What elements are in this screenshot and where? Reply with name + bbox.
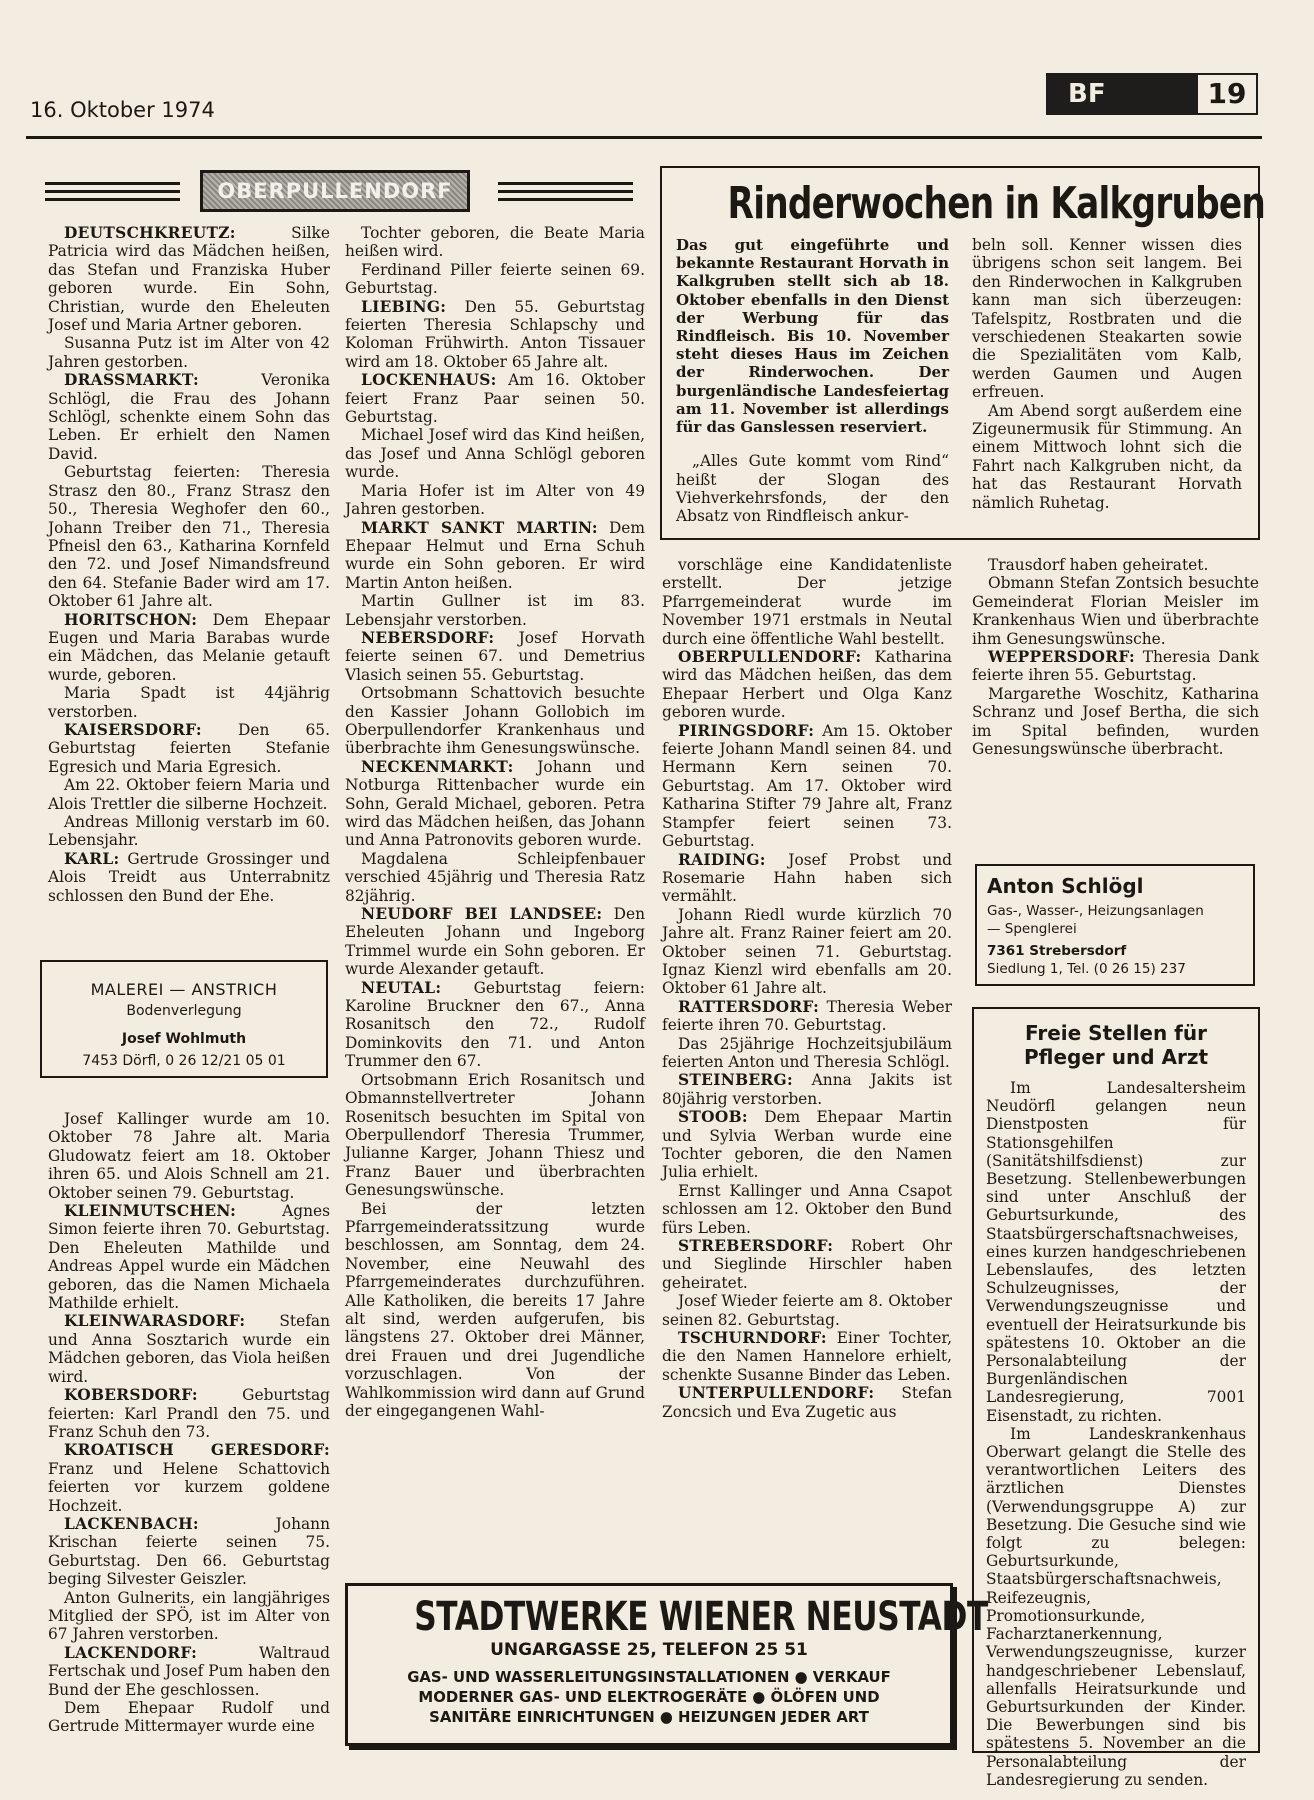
place-name: DEUTSCHKREUTZ: xyxy=(64,224,236,242)
article-paragraph xyxy=(972,574,1259,648)
ad-schloegl xyxy=(975,864,1255,986)
column-1-continued xyxy=(48,1110,330,1736)
article-text: Stefan und Anna Sosztarich wurde ein Mädchen geboren, das Viola heißen wird. xyxy=(48,1312,330,1386)
article-paragraph xyxy=(662,556,952,648)
article-text: Josef Horvath feierte seinen 67. und Demetrius Vlasich seinen 55. Geburtstag. xyxy=(345,628,645,684)
article-text: Agnes Simon feierte ihren 70. Geburtstag. Den Eheleuten Mathilde und Andreas Appel wurde ein Mädchen geboren, das die Namen Michaela Mathilde erhielt. xyxy=(48,1202,330,1313)
article-text: Dem Ehepaar Eugen und Maria Barabas wurde ein Mädchen, das Melanie getauft wurde, geboren. xyxy=(48,610,330,684)
ad-malerei-title: MALEREI — ANSTRICH xyxy=(90,980,278,999)
article-paragraph xyxy=(48,371,330,463)
jobs-box xyxy=(972,1007,1260,1789)
article-paragraph xyxy=(48,1110,330,1202)
article-text: Johann Riedl wurde kürzlich 70 Jahre alt. Franz Rainer feiert am 20. Oktober seinen 71. Geburtstag. Ignaz Kienzl wird ebenfalls am 20. Oktober 61 Jahre alt. xyxy=(662,905,952,998)
article-text: Ferdinand Piller feierte seinen 69. Geburtstag. xyxy=(345,260,645,298)
article-paragraph xyxy=(345,1071,645,1200)
place-name: NECKENMARKT: xyxy=(361,757,514,776)
jobs-p2: Im Landeskrankenhaus Oberwart gelangt die Stelle des verantwortlichen Leiters des ärztlichen Dienstes (Verwendungsgruppe A) zur Besetzung. Die Gesuche sind wie folgt zu belegen: Geburtsurkunde, Staatsbürgerschaftsnachweis, Reifezeugnis, Promotionsurkunde, Facharztanerkennung, Verwendungszeugnisse, kurzer handgeschriebener Lebenslauf, allenfalls Heiratsurkunde und Geburtsurkunden der Kinder. Die Bewerbungen sind bis spätestens 5. November an die Personalabteilung der Landesregierung zu senden. xyxy=(986,1424,1246,1789)
article-paragraph xyxy=(48,684,330,721)
article-paragraph xyxy=(345,629,645,684)
article-paragraph xyxy=(48,776,330,813)
article-paragraph xyxy=(662,722,952,851)
article-paragraph xyxy=(345,905,645,979)
article-paragraph xyxy=(48,850,330,905)
section-rule xyxy=(498,198,633,201)
place-name: NEUDORF BEI LANDSEE: xyxy=(361,905,603,924)
article-text: vorschläge eine Kandidatenliste erstellt. Der jetzige Pfarrgemeinderat wurde im November 1971 erstmals in Neutal durch eine öffentliche Wahl bestellt. xyxy=(662,556,952,648)
ad-malerei-name: Josef Wohlmuth xyxy=(121,1031,247,1047)
ad-stadtwerke-title: STADTWERKE WIENER NEUSTADT xyxy=(414,1594,988,1640)
ad-stadtwerke-line2: MODERNER GAS- UND ELEKTROGERÄTE ● ÖLÖFEN UND xyxy=(418,1688,880,1706)
article-text: Tochter geboren, die Beate Maria heißen wird. xyxy=(345,224,645,261)
article-paragraph xyxy=(48,224,330,334)
article-paragraph xyxy=(662,1035,952,1072)
place-name: STEINBERG: xyxy=(678,1071,793,1090)
section-badge: BF xyxy=(1046,73,1196,115)
ad-malerei-sub: Bodenverlegung xyxy=(126,1003,242,1019)
column-2 xyxy=(345,224,645,1420)
place-name: NEBERSDORF: xyxy=(361,628,495,647)
article-paragraph xyxy=(345,1200,645,1421)
article-paragraph xyxy=(345,850,645,905)
article-paragraph xyxy=(48,1202,330,1312)
article-paragraph xyxy=(662,1292,952,1329)
article-text: Michael Josef wird das Kind heißen, das Josef und Anna Schlögl geboren wurde. xyxy=(345,426,645,482)
article-text: Das 25jährige Hochzeitsjubiläum feierten Anton und Theresia Schlögl. xyxy=(662,1034,952,1071)
article-paragraph xyxy=(662,851,952,906)
article-text: Anton Gulnerits, ein langjähriges Mitglied der SPÖ, ist im Alter von 67 Jahren verstorben. xyxy=(48,1588,330,1644)
article-paragraph xyxy=(345,298,645,372)
article-paragraph xyxy=(48,1441,330,1515)
article-paragraph xyxy=(972,685,1259,759)
section-title: OBERPULLENDORF xyxy=(200,170,470,212)
ad-schloegl-name: Anton Schlögl xyxy=(987,874,1144,898)
article-text: Maria Hofer ist im Alter von 49 Jahren gestorben. xyxy=(345,481,645,519)
jobs-p1: Im Landesaltersheim Neudörfl gelangen neun Dienstposten für Stationsgehilfen (Sanitätshilfsdienst) zur Besetzung. Stellenbewerbungen sind unter Anschluß der Geburtsurkunde, des Staatsbürgerschaftsnachweises, eines kurzen handgeschriebenen Lebenslaufes, des letzten Schulzeugnisses, der Verwendungszeugnisse und eventuell der Heiratsurkunde bis spätestens 10. Oktober an die Personalabteilung der Burgenländischen Landesregierung, 7001 Eisenstadt, zu richten. xyxy=(986,1079,1246,1425)
feature-right-p2: Am Abend sorgt außerdem eine Zigeunermusik für Stimmung. An einem Mittwoch lohnt sich die Fahrt nach Kalkgruben nicht, da hat das Restaurant Horvath nämlich Ruhetag. xyxy=(972,401,1242,512)
place-name: KROATISCH GERESDORF: xyxy=(64,1441,330,1460)
article-text: Ortsobmann Schattovich besuchte den Kassier Johann Gollobich im Oberpullendorfer Krankenhaus und überbrachte ihm Genesungswünsche. xyxy=(345,684,645,758)
ad-schloegl-line1: Gas-, Wasser-, Heizungsanlagen xyxy=(987,903,1204,919)
article-paragraph xyxy=(662,998,952,1035)
article-paragraph xyxy=(662,1071,952,1108)
article-text: Johann Krischan feierte seinen 75. Geburtstag. Den 66. Geburtstag beging Silvester Geiszler. xyxy=(48,1514,330,1589)
article-paragraph xyxy=(345,261,645,298)
feature-left xyxy=(676,236,949,526)
jobs-title-2: Pfleger und Arzt xyxy=(1023,1045,1209,1069)
article-text: Geburtstag feierten: Karl Prandl den 75. und Franz Schuh den 73. xyxy=(48,1386,330,1441)
article-text: Den 65. Geburtstag feierten Stefanie Egresich und Maria Egresich. xyxy=(48,720,330,776)
place-name: OBERPULLENDORF: xyxy=(678,648,862,667)
place-name: WEPPERSDORF: xyxy=(988,648,1135,667)
article-paragraph xyxy=(345,426,645,481)
feature-right-p1: beln soll. Kenner wissen dies übrigens schon seit langem. Bei den Rinderwochen in Kalkgruben kann man sich überzeugen: Tafelspitz, Rostbraten und die verschiedenen Steakarten sowie die Spezialitäten vom Kalb, werden Gaumen und Augen erfreuen. xyxy=(972,236,1242,402)
article-paragraph xyxy=(972,556,1259,574)
ad-stadtwerke-address: UNGARGASSE 25, TELEFON 25 51 xyxy=(490,1640,808,1660)
article-paragraph xyxy=(48,1312,330,1386)
feature-left-tail: „Alles Gute kommt vom Rind“ heißt der Slogan des Viehverkehrsfonds, der den Absatz von Rindfleisch ankur- xyxy=(676,452,949,526)
article-text: Trausdorf haben geheiratet. xyxy=(988,556,1209,574)
place-name: KAISERSDORF: xyxy=(64,720,202,739)
article-paragraph xyxy=(345,224,645,261)
article-text: Den Eheleuten Johann und Ingeborg Trimmel wurde ein Sohn geboren. Er wurde Alexander getauft. xyxy=(345,905,645,979)
article-paragraph xyxy=(972,648,1259,685)
article-text: Einer Tochter, die den Namen Hannelore erhielt, schenkte Susanne Binder das Leben. xyxy=(662,1329,952,1384)
section-rule xyxy=(498,190,633,193)
place-name: DRASSMARKT: xyxy=(64,371,199,390)
article-text: Geburtstag feiern: Karoline Bruckner den 67., Anna Rosanitsch den 72., Rudolf Dominkovits den 71. und Anton Trummer den 67. xyxy=(345,978,645,1071)
article-text: Gertrude Grossinger und Alois Treidt aus Unterrabnitz schlossen den Bund der Ehe. xyxy=(48,849,330,905)
article-paragraph xyxy=(48,721,330,776)
article-text: Theresia Weber feierte ihren 70. Geburtstag. xyxy=(662,997,952,1035)
ad-schloegl-line4: Siedlung 1, Tel. (0 26 15) 237 xyxy=(987,961,1186,977)
article-text: Stefan Zoncsich und Eva Zugetic aus xyxy=(662,1384,952,1421)
place-name: MARKT SANKT MARTIN: xyxy=(361,518,598,537)
article-paragraph xyxy=(48,1515,330,1589)
article-text: Anna Jakits ist 80jährig verstorben. xyxy=(662,1071,952,1108)
article-text: Am 16. Oktober feiert Franz Paar seinen 50. Geburtstag. xyxy=(345,371,645,427)
article-text: Susanna Putz ist im Alter von 42 Jahren gestorben. xyxy=(48,334,330,371)
masthead-rule xyxy=(26,136,1262,139)
article-text: Magdalena Schleipfenbauer verschied 45jährig und Theresia Ratz 82jährig. xyxy=(345,849,645,905)
article-paragraph xyxy=(345,519,645,593)
article-text: Franz und Helene Schattovich feierten vor kurzem goldene Hochzeit. xyxy=(48,1459,330,1515)
article-text: Geburtstag feierten: Theresia Strasz den 80., Franz Strasz den 50., Theresia Weghofer den 60., Johann Treiber den 71., Theresia Pfneisl den 63., Katharina Kornfeld den 72. und Josef Nimandsfreund den 64. Stefanie Bader wird am 17. Oktober 61 Jahre alt. xyxy=(48,463,330,611)
place-name: KLEINWARASDORF: xyxy=(64,1312,246,1331)
place-name: LACKENDORF: xyxy=(64,1643,198,1662)
feature-lead: Das gut eingeführte und bekannte Restaurant Horvath in Kalkgruben stellt sich ab 18. Oktober ebenfalls in den Dienst der Werbung für das Rindfleisch. Bis 10. November steht dieses Haus im Zeichen der Rinderwochen. Der burgenländische Landesfeiertag am 11. November ist allerdings für das Ganslessen reserviert. xyxy=(676,236,949,437)
article-paragraph xyxy=(662,1182,952,1237)
article-text: Theresia Dank feierte ihren 55. Geburtstag. xyxy=(972,648,1259,685)
issue-date: 16. Oktober 1974 xyxy=(30,98,215,122)
article-paragraph xyxy=(662,1329,952,1384)
page-number: 19 xyxy=(1196,73,1258,115)
place-name: NEUTAL: xyxy=(361,978,442,997)
place-name: LOCKENHAUS: xyxy=(361,371,497,390)
column-4 xyxy=(972,556,1259,758)
place-name: RAIDING: xyxy=(678,850,766,869)
ad-malerei-address: 7453 Dörfl, 0 26 12/21 05 01 xyxy=(82,1053,286,1069)
place-name: UNTERPULLENDORF: xyxy=(678,1384,875,1403)
article-text: Obmann Stefan Zontsich besuchte Gemeinderat Florian Meisler im Krankenhaus Wien und überbrachte ihm Genesungswünsche. xyxy=(972,574,1259,648)
article-text: Ernst Kallinger und Anna Csapot schlossen am 12. Oktober den Bund fürs Leben. xyxy=(662,1181,952,1237)
article-paragraph xyxy=(345,592,645,629)
place-name: KOBERSDORF: xyxy=(64,1386,198,1405)
feature-headline: Rinderwochen in Kalkgruben xyxy=(727,178,1266,229)
article-text: Bei der letzten Pfarrgemeinderatssitzung wurde beschlossen, am Sonntag, dem 24. November, eine Neuwahl des Pfarrgemeinderates durchzuführen. Alle Katholiken, die bereits 17 Jahre alt sind, werden aufgerufen, bis längstens 27. Oktober drei Männer, drei Frauen und drei Jugendliche vorzuschlagen. Von der Wahlkommission wird dann auf Grund der eingegangenen Wahl- xyxy=(345,1199,645,1420)
article-text: Am 15. Oktober feierte Johann Mandl seinen 84. und Hermann Kern seinen 70. Geburtstag. Am 17. Oktober wird Katharina Stifter 79 Jahre alt, Franz Stampfer feiert seinen 73. Geburtstag. xyxy=(662,721,952,851)
article-paragraph xyxy=(345,979,645,1071)
article-paragraph xyxy=(345,758,645,850)
jobs-title-1: Freie Stellen für xyxy=(1024,1021,1207,1045)
column-3 xyxy=(662,556,952,1421)
article-paragraph xyxy=(48,1699,330,1736)
article-text: Margarethe Woschitz, Katharina Schranz und Josef Bertha, die sich im Spital befinden, wurden Genesungswünsche überbracht. xyxy=(972,684,1259,759)
ad-schloegl-line3: 7361 Strebersdorf xyxy=(987,943,1127,959)
article-text: Josef Kallinger wurde am 10. Oktober 78 Jahre alt. Maria Gludowatz feiert am 18. Oktober ihren 65. und Alois Schnell am 21. Oktober seinen 79. Geburtstag. xyxy=(48,1110,330,1202)
article-text: Katharina wird das Mädchen heißen, das dem Ehepaar Herbert und Olga Kanz geboren wurde. xyxy=(662,648,952,722)
article-paragraph xyxy=(48,1644,330,1699)
article-text: Am 22. Oktober feiern Maria und Alois Trettler die silberne Hochzeit. xyxy=(48,776,330,813)
article-paragraph xyxy=(48,1386,330,1441)
ad-stadtwerke xyxy=(345,1583,988,1746)
article-paragraph xyxy=(662,1384,952,1421)
article-text: Robert Ohr und Sieglinde Hirschler haben geheiratet. xyxy=(662,1237,952,1292)
place-name: KLEINMUTSCHEN: xyxy=(64,1202,237,1221)
feature-right xyxy=(972,236,1242,512)
article-text: Den 55. Geburtstag feierten Theresia Schlapschy und Koloman Frühwirth. Anton Tissauer wird am 18. Oktober 65 Jahre alt. xyxy=(345,297,645,371)
place-name: STOOB: xyxy=(678,1108,748,1127)
article-paragraph xyxy=(48,463,330,610)
article-text: Veronika Schlögl, die Frau des Johann Schlögl, schenkte einem Sohn das Leben. Er erhielt den Namen David. xyxy=(48,371,330,463)
place-name: RATTERSDORF: xyxy=(678,997,820,1016)
article-text: Waltraud Fertschak und Josef Pum haben den Bund der Ehe geschlossen. xyxy=(48,1643,330,1699)
article-paragraph xyxy=(662,1108,952,1182)
article-text: Andreas Millonig verstarb im 60. Lebensjahr. xyxy=(48,813,330,850)
article-text: Silke Patricia wird das Mädchen heißen, das Stefan und Franziska Huber geboren wurde. Ein Sohn, Christian, wurde den Eheleuten Josef und Maria Artner geboren. xyxy=(48,224,330,335)
ad-schloegl-line2: — Spenglerei xyxy=(987,921,1077,937)
article-text: Dem Ehepaar Rudolf und Gertrude Mittermayer wurde eine xyxy=(48,1699,330,1736)
section-rule xyxy=(45,198,180,201)
section-rule xyxy=(498,182,633,185)
section-rule xyxy=(45,182,180,185)
ad-malerei xyxy=(40,960,328,1078)
section-rule xyxy=(45,190,180,193)
article-text: Ortsobmann Erich Rosanitsch und Obmannstellvertreter Johann Rosenitsch besuchten im Spital von Oberpullendorf Theresia Trummer, Julianne Karger, Johann Thiesz und Franz Bauer und überbrachten Genesungswünsche. xyxy=(345,1070,645,1200)
ad-stadtwerke-line1: GAS- UND WASSERLEITUNGSINSTALLATIONEN ● VERKAUF xyxy=(407,1668,891,1686)
article-paragraph xyxy=(345,482,645,519)
place-name: PIRINGSDORF: xyxy=(678,721,815,740)
place-name: HORITSCHON: xyxy=(64,610,198,629)
place-name: KARL: xyxy=(64,849,120,868)
article-paragraph xyxy=(662,1237,952,1292)
article-text: Dem Ehepaar Helmut und Erna Schuh wurde ein Sohn geboren. Er wird Martin Anton heißen. xyxy=(345,518,645,592)
article-paragraph xyxy=(48,611,330,685)
column-1 xyxy=(48,224,330,905)
article-text: Maria Spadt ist 44jährig verstorben. xyxy=(48,684,330,721)
article-text: Dem Ehepaar Martin und Sylvia Werban wurde eine Tochter geboren, die den Namen Julia erhielt. xyxy=(662,1108,952,1182)
article-paragraph xyxy=(345,371,645,426)
article-paragraph xyxy=(48,813,330,850)
ad-stadtwerke-line3: SANITÄRE EINRICHTUNGEN ● HEIZUNGEN JEDER ART xyxy=(429,1708,869,1726)
place-name: LIEBING: xyxy=(361,297,447,316)
article-text: Johann und Notburga Rittenbacher wurde ein Sohn, Gerald Michael, geboren. Petra wird das Mädchen heißen, das Johann und Anna Patronovits geboren wurde. xyxy=(345,757,645,850)
article-paragraph xyxy=(48,334,330,371)
article-text: Josef Probst und Rosemarie Hahn haben sich vermählt. xyxy=(662,850,952,906)
article-text: Martin Gullner ist im 83. Lebensjahr verstorben. xyxy=(345,592,645,629)
article-paragraph xyxy=(662,648,952,722)
article-paragraph xyxy=(345,684,645,758)
article-text: Josef Wieder feierte am 8. Oktober seinen 82. Geburtstag. xyxy=(662,1292,952,1329)
place-name: TSCHURNDORF: xyxy=(678,1329,827,1348)
place-name: LACKENBACH: xyxy=(64,1514,199,1533)
article-paragraph xyxy=(48,1589,330,1644)
place-name: STREBERSDORF: xyxy=(678,1237,834,1256)
article-paragraph xyxy=(662,906,952,998)
